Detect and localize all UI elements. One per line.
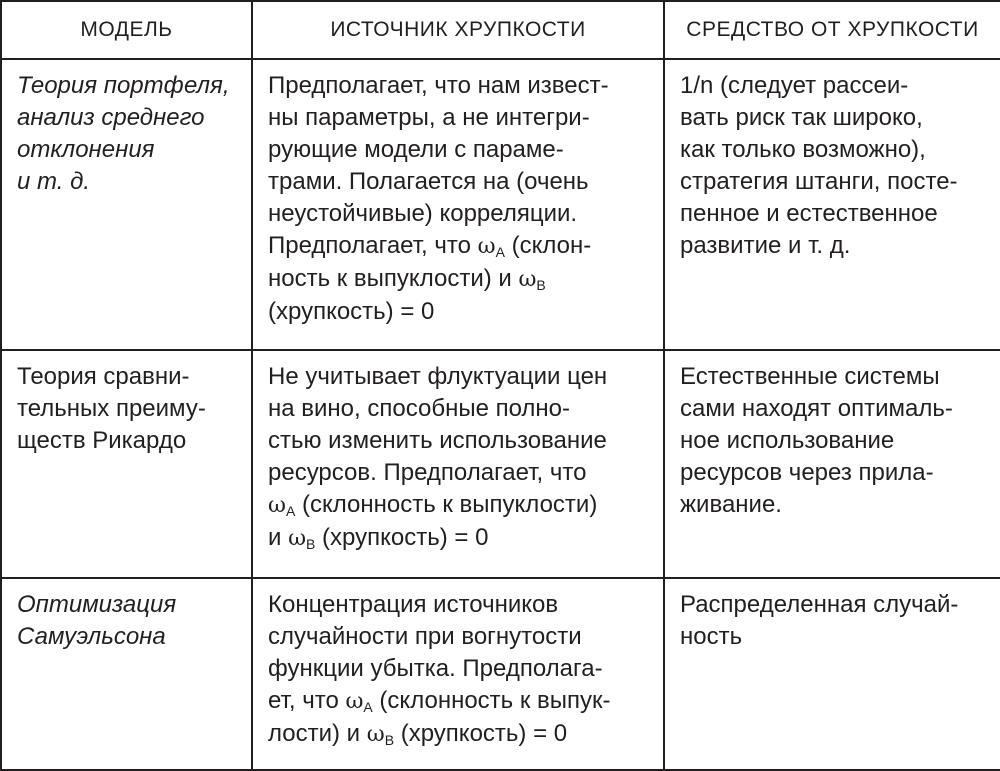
cell-source bbox=[252, 578, 664, 770]
source-part-a: Концентрация источников случайности при вогнутости функции убытка. Предполага- ет, что bbox=[268, 591, 603, 714]
model-text: Теория портфеля, анализ среднего отклонения и т. д. bbox=[17, 72, 230, 195]
omega-symbol: ω bbox=[518, 267, 537, 292]
source-part-c: (хрупкость) = 0 bbox=[394, 720, 568, 747]
omega-symbol: ω bbox=[477, 234, 496, 259]
table-row bbox=[1, 59, 1000, 350]
cell-source bbox=[252, 59, 664, 350]
source-text bbox=[268, 70, 649, 328]
model-text: Теория сравни- тельных преиму- ществ Рикардо bbox=[17, 363, 206, 454]
model-text: Оптимизация Самуэльсона bbox=[17, 591, 177, 650]
remedy-text: Естественные системы сами находят оптималь- ное использование ресурсов через прила- живание. bbox=[680, 363, 953, 518]
omega-symbol: ω bbox=[268, 493, 286, 518]
header-row bbox=[1, 1, 1000, 59]
omega-symbol: ω bbox=[288, 526, 307, 551]
subscript-a: A bbox=[285, 503, 296, 519]
header-source: ИСТОЧНИК ХРУПКОСТИ bbox=[252, 1, 664, 59]
table-row bbox=[1, 578, 1000, 770]
subscript-b: B bbox=[384, 732, 395, 748]
source-part-b: (склон- ность к выпуклости) и bbox=[268, 232, 592, 292]
source-part-b: (склонность к выпуклости) и bbox=[268, 491, 598, 551]
source-part-c: (хрупкость) = 0 bbox=[315, 524, 489, 551]
subscript-a: A bbox=[363, 699, 373, 715]
omega-symbol: ω bbox=[366, 722, 385, 747]
subscript-b: B bbox=[306, 536, 316, 552]
source-part-b: (склонность к выпук- лости) и bbox=[268, 687, 611, 747]
cell-remedy bbox=[664, 350, 1000, 578]
remedy-text: 1/n (следует рассеи- вать риск так широко, как только возможно), стратегия штанги, посте- пенное и естественное развитие и т. д. bbox=[680, 72, 958, 259]
source-text bbox=[268, 589, 649, 751]
cell-remedy bbox=[664, 59, 1000, 350]
subscript-b: B bbox=[536, 277, 546, 293]
cell-remedy bbox=[664, 578, 1000, 770]
cell-model bbox=[1, 59, 252, 350]
cell-model bbox=[1, 578, 252, 770]
source-part-a: Предполагает, что нам извест- ны параметры, а не интегри- рующие модели с параме- трами. Полагается на (очень неустойчивые) корреляции. Предполагает, что bbox=[268, 72, 609, 259]
source-part-a: Не учитывает флуктуации цен на вино, способные полно- стью изменить использование ресурсов. Предполагает, что bbox=[268, 363, 608, 486]
cell-source bbox=[252, 350, 664, 578]
source-text bbox=[268, 361, 649, 555]
header-model: МОДЕЛЬ bbox=[1, 1, 252, 59]
subscript-a: A bbox=[495, 244, 505, 260]
table-row bbox=[1, 350, 1000, 578]
remedy-text: Распределенная случай- ность bbox=[680, 591, 959, 650]
omega-symbol: ω bbox=[345, 689, 364, 714]
cell-model bbox=[1, 350, 252, 578]
source-part-c: (хрупкость) = 0 bbox=[268, 298, 435, 325]
header-remedy: СРЕДСТВО ОТ ХРУПКОСТИ bbox=[664, 1, 1000, 59]
